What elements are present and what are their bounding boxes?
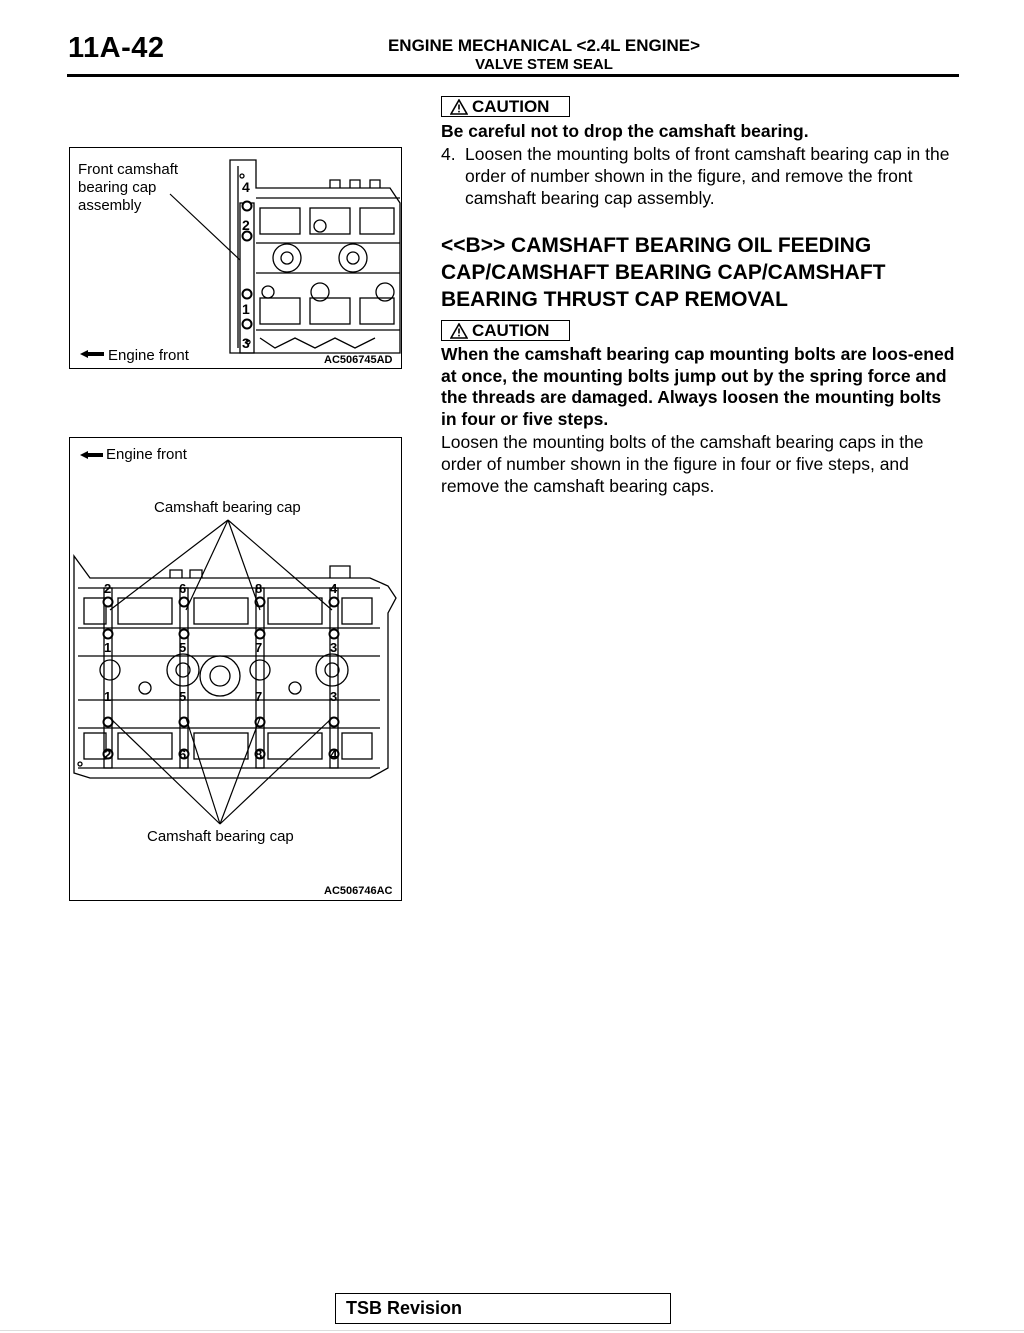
figure-code-2: AC506746AC	[324, 885, 393, 897]
page-bottom-edge	[0, 1330, 1024, 1331]
step-4-text: Loosen the mounting bolts of front camshaft bearing cap in the order of number shown in the figure, and remove the front camshaft bearing cap assembly.	[465, 144, 950, 208]
section-heading: <<B>> CAMSHAFT BEARING OIL FEEDING CAP/CAMSHAFT BEARING CAP/CAMSHAFT BEARING THRUST CAP REMOVAL	[441, 234, 886, 311]
warning-triangle-icon	[450, 323, 468, 339]
bolt-number: 7	[255, 640, 263, 655]
bolt-number: 1	[104, 689, 112, 704]
bolt-number: 7	[255, 689, 263, 704]
caution-label-2: CAUTION	[472, 320, 550, 340]
bolt-number: 3	[242, 335, 250, 351]
caution-label-1: CAUTION	[472, 96, 550, 116]
figure-code-1: AC506745AD	[324, 354, 393, 366]
bolt-number: 8	[255, 581, 263, 596]
bolt-number: 5	[179, 689, 187, 704]
bolt-number: 1	[104, 640, 112, 655]
header-title: ENGINE MECHANICAL <2.4L ENGINE>	[387, 36, 701, 55]
page-number: 11A-42	[68, 32, 165, 64]
bolt-number: 2	[104, 581, 112, 596]
caution-box-2	[441, 320, 570, 341]
step-4-number: 4.	[441, 144, 456, 164]
figure-front-camshaft-cap	[69, 147, 402, 369]
warning-triangle-icon	[450, 99, 468, 115]
label-camshaft-cap-top: Camshaft bearing cap	[154, 499, 301, 516]
header-rule	[67, 74, 959, 77]
bolt-number: 3	[330, 640, 338, 655]
bolt-number: 1	[242, 301, 250, 317]
label-engine-front-1: Engine front	[108, 347, 189, 364]
caution-box-1	[441, 96, 570, 117]
body-text: Loosen the mounting bolts of the camshaft bearing caps in the order of number shown in the figure in four or five steps, and remove the camshaft bearing caps.	[441, 432, 924, 496]
header-subtitle: VALVE STEM SEAL	[475, 56, 613, 73]
bolt-number: 8	[255, 747, 263, 762]
bolt-number: 4	[330, 747, 338, 762]
tsb-revision-box: TSB Revision	[335, 1293, 671, 1324]
bolt-number: 6	[179, 747, 187, 762]
bolt-number: 3	[330, 689, 338, 704]
label-engine-front-2: Engine front	[106, 446, 187, 463]
caution-1-text: Be careful not to drop the camshaft bearing.	[441, 121, 809, 141]
bolt-number: 4	[330, 581, 338, 596]
bolt-number: 2	[242, 217, 250, 233]
label-camshaft-cap-bottom: Camshaft bearing cap	[147, 828, 294, 845]
bolt-number: 2	[104, 747, 112, 762]
bolt-number: 5	[179, 640, 187, 655]
label-front-camshaft-cap: Front camshaft bearing cap assembly	[78, 161, 179, 214]
step-4	[441, 143, 961, 209]
bolt-number: 4	[242, 179, 250, 195]
caution-2-text: When the camshaft bearing cap mounting bolts are loos-ened at once, the mounting bolts jump out by the spring force and the threads are damaged. Always loosen the mounting bolts in four or five steps.	[441, 344, 955, 429]
figure-camshaft-bearing-caps	[69, 437, 402, 901]
bolt-number: 6	[179, 581, 187, 596]
